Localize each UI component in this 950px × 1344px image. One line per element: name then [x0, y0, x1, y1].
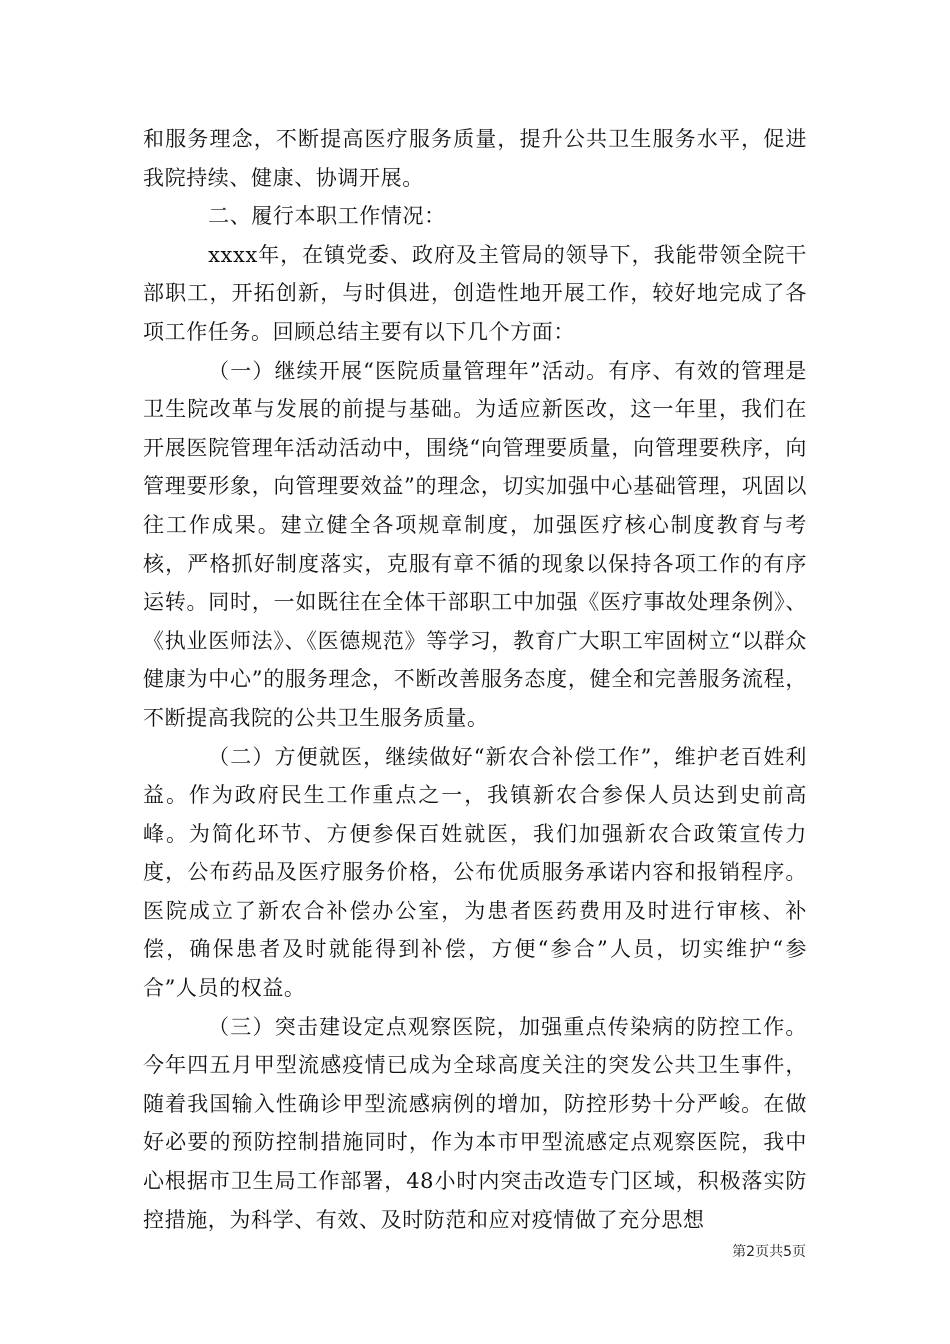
paragraph-item-1: （一）继续开展“医院质量管理年”活动。有序、有效的管理是卫生院改革与发展的前提与基础。为适应新医改，这一年里，我们在开展医院管理年活动活动中，围绕“向管理要质量，向管理要秩序，向管理要形象，向管理要效益”的理念，切实加强中心基础管理，巩固以往工作成果。建立健全各项规章制度，加强医疗核心制度教育与考核，严格抓好制度落实，克服有章不循的现象以保持各项工作的有序运转。同时，一如既往在全体干部职工中加强《医疗事故处理条例》、《执业医师法》、《医德规范》等学习，教育广大职工牢固树立“以群众健康为中心”的服务理念，不断改善服务态度，健全和完善服务流程，不断提高我院的公共卫生服务质量。	[143, 358, 807, 730]
section-heading-duty: 二、履行本职工作情况：	[208, 204, 446, 229]
paragraph-item-3: （三）突击建设定点观察医院，加强重点传染病的防控工作。今年四五月甲型流感疫情已成为全球高度关注的突发公共卫生事件，随着我国输入性确诊甲型流感病例的增加，防控形势十分严峻。在做好必要的预防控制措施同时，作为本市甲型流感定点观察医院，我中心根据市卫生局工作部署，48小时内突击改造专门区域，积极落实防控措施，为科学、有效、及时防范和应对疫情做了充分思想	[143, 1014, 807, 1232]
paragraph-item-2: （二）方便就医，继续做好“新农合补偿工作”，维护老百姓利益。作为政府民生工作重点之一，我镇新农合参保人员达到史前高峰。为简化环节、方便参保百姓就医，我们加强新农合政策宣传力度，公布药品及医疗服务价格，公布优质服务承诺内容和报销程序。医院成立了新农合补偿办公室，为患者医药费用及时进行审核、补偿，确保患者及时就能得到补偿，方便“参合”人员，切实维护“参合”人员的权益。	[143, 744, 807, 1001]
paragraph-continuation: 和服务理念，不断提高医疗服务质量，提升公共卫生服务水平，促进我院持续、健康、协调开展。	[143, 127, 807, 190]
document-body	[143, 120, 807, 1239]
page-number-footer: 第2页共5页	[732, 1244, 806, 1260]
paragraph-intro: xxxx年，在镇党委、政府及主管局的领导下，我能带领全院干部职工，开拓创新，与时俱进，创造性地开展工作，较好地完成了各项工作任务。回顾总结主要有以下几个方面：	[143, 242, 807, 344]
